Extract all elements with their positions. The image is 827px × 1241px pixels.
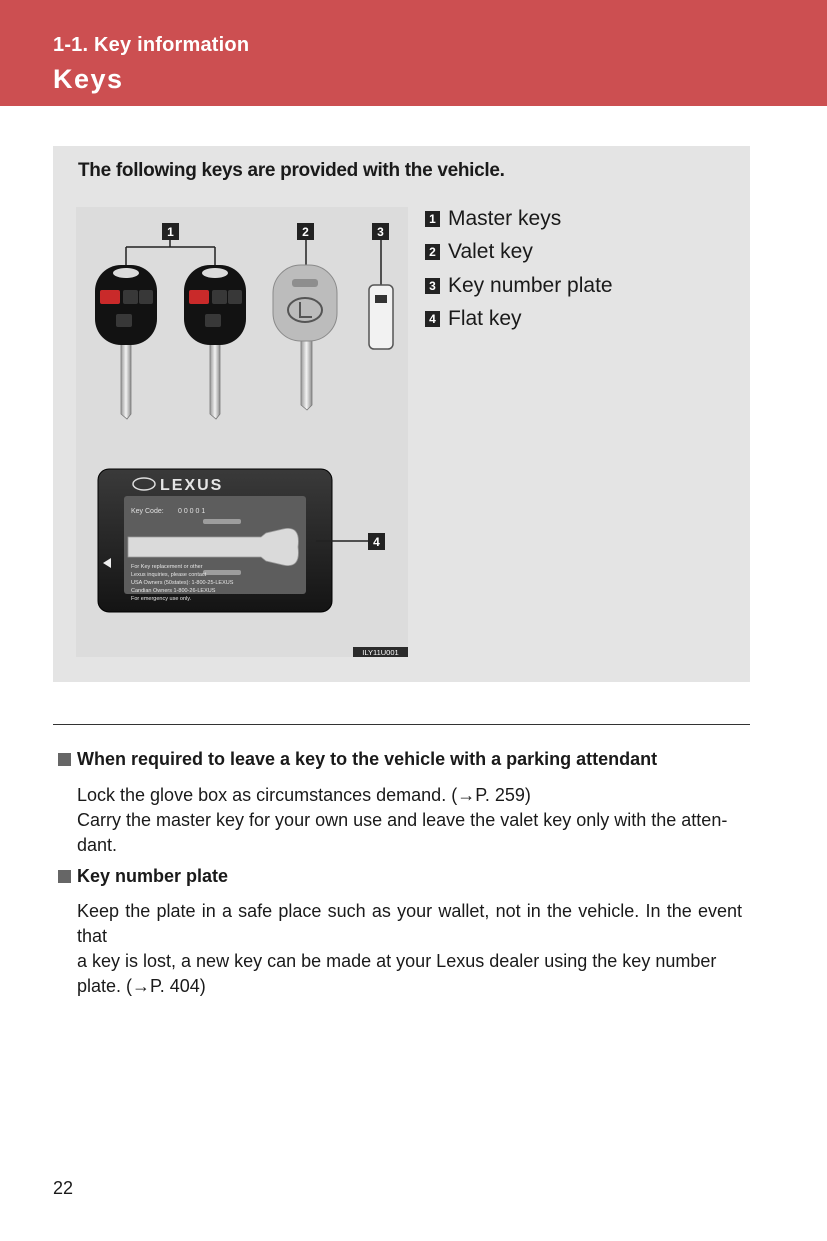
callout-1: 1 (167, 225, 174, 239)
illustration-code: ILY11U001 (362, 648, 399, 657)
note-heading-text: When required to leave a key to the vehicle with a parking attendant (77, 749, 658, 769)
note-heading-text: Key number plate (77, 866, 229, 886)
divider (53, 724, 750, 725)
legend-number: 1 (425, 211, 440, 227)
callout-3: 3 (377, 225, 384, 239)
key-card (98, 469, 332, 612)
legend-label: Key number plate (448, 273, 613, 297)
master-key-left (95, 265, 157, 419)
legend-item (425, 236, 613, 270)
note-heading-parking (58, 749, 657, 770)
legend-label: Flat key (448, 307, 522, 331)
card-info-line: Candian Owners 1-800-26-LEXUS (131, 588, 216, 594)
section-label: 1-1. Key information (53, 34, 250, 56)
master-key-right (184, 265, 246, 419)
page-title: Keys (53, 64, 124, 94)
note-line: Keep the plate in a safe place such as your wallet, not in the vehicle. In the event that (77, 901, 742, 946)
card-info-line: Lexus inquiries, please contact (131, 572, 207, 578)
section-header (0, 0, 827, 106)
card-info-line: For emergency use only. (131, 596, 192, 602)
callout-4: 4 (373, 535, 380, 549)
card-info-line: USA Owners (50states): 1-800-25-LEXUS (131, 580, 234, 586)
note-body-plate (77, 899, 742, 999)
valet-key (273, 265, 337, 410)
figure-legend (425, 202, 613, 336)
figure-box (53, 146, 750, 682)
card-key-code: 0 0 0 0 1 (178, 508, 206, 515)
callout-2: 2 (302, 225, 309, 239)
keys-drawing (76, 207, 408, 657)
note-heading-plate (58, 866, 228, 887)
page-number: 22 (53, 1178, 74, 1198)
legend-item (425, 202, 613, 236)
card-brand: LEXUS (160, 477, 224, 494)
note-line: dant. (77, 835, 118, 855)
note-line: plate. (→P. 404) (77, 976, 206, 996)
note-line: Lock the glove box as circumstances demand. (→P. 259) (77, 785, 531, 805)
bullet-square-icon (58, 753, 71, 766)
bullet-square-icon (58, 870, 71, 883)
note-line: Carry the master key for your own use and leave the valet key only with the atten- (77, 810, 728, 830)
legend-number: 3 (425, 278, 440, 294)
legend-item (425, 269, 613, 303)
legend-number: 2 (425, 244, 440, 260)
card-key-code-label: Key Code: (131, 508, 164, 515)
legend-label: Master keys (448, 206, 562, 230)
note-line: a key is lost, a new key can be made at your Lexus dealer using the key number (77, 951, 717, 971)
keys-illustration (76, 207, 408, 657)
legend-label: Valet key (448, 240, 533, 264)
card-info-line: For Key replacement or other (131, 564, 203, 570)
key-number-plate (369, 285, 393, 349)
legend-number: 4 (425, 311, 440, 327)
note-body-parking (77, 783, 742, 858)
figure-intro: The following keys are provided with the vehicle. (78, 160, 505, 181)
legend-item (425, 303, 613, 337)
